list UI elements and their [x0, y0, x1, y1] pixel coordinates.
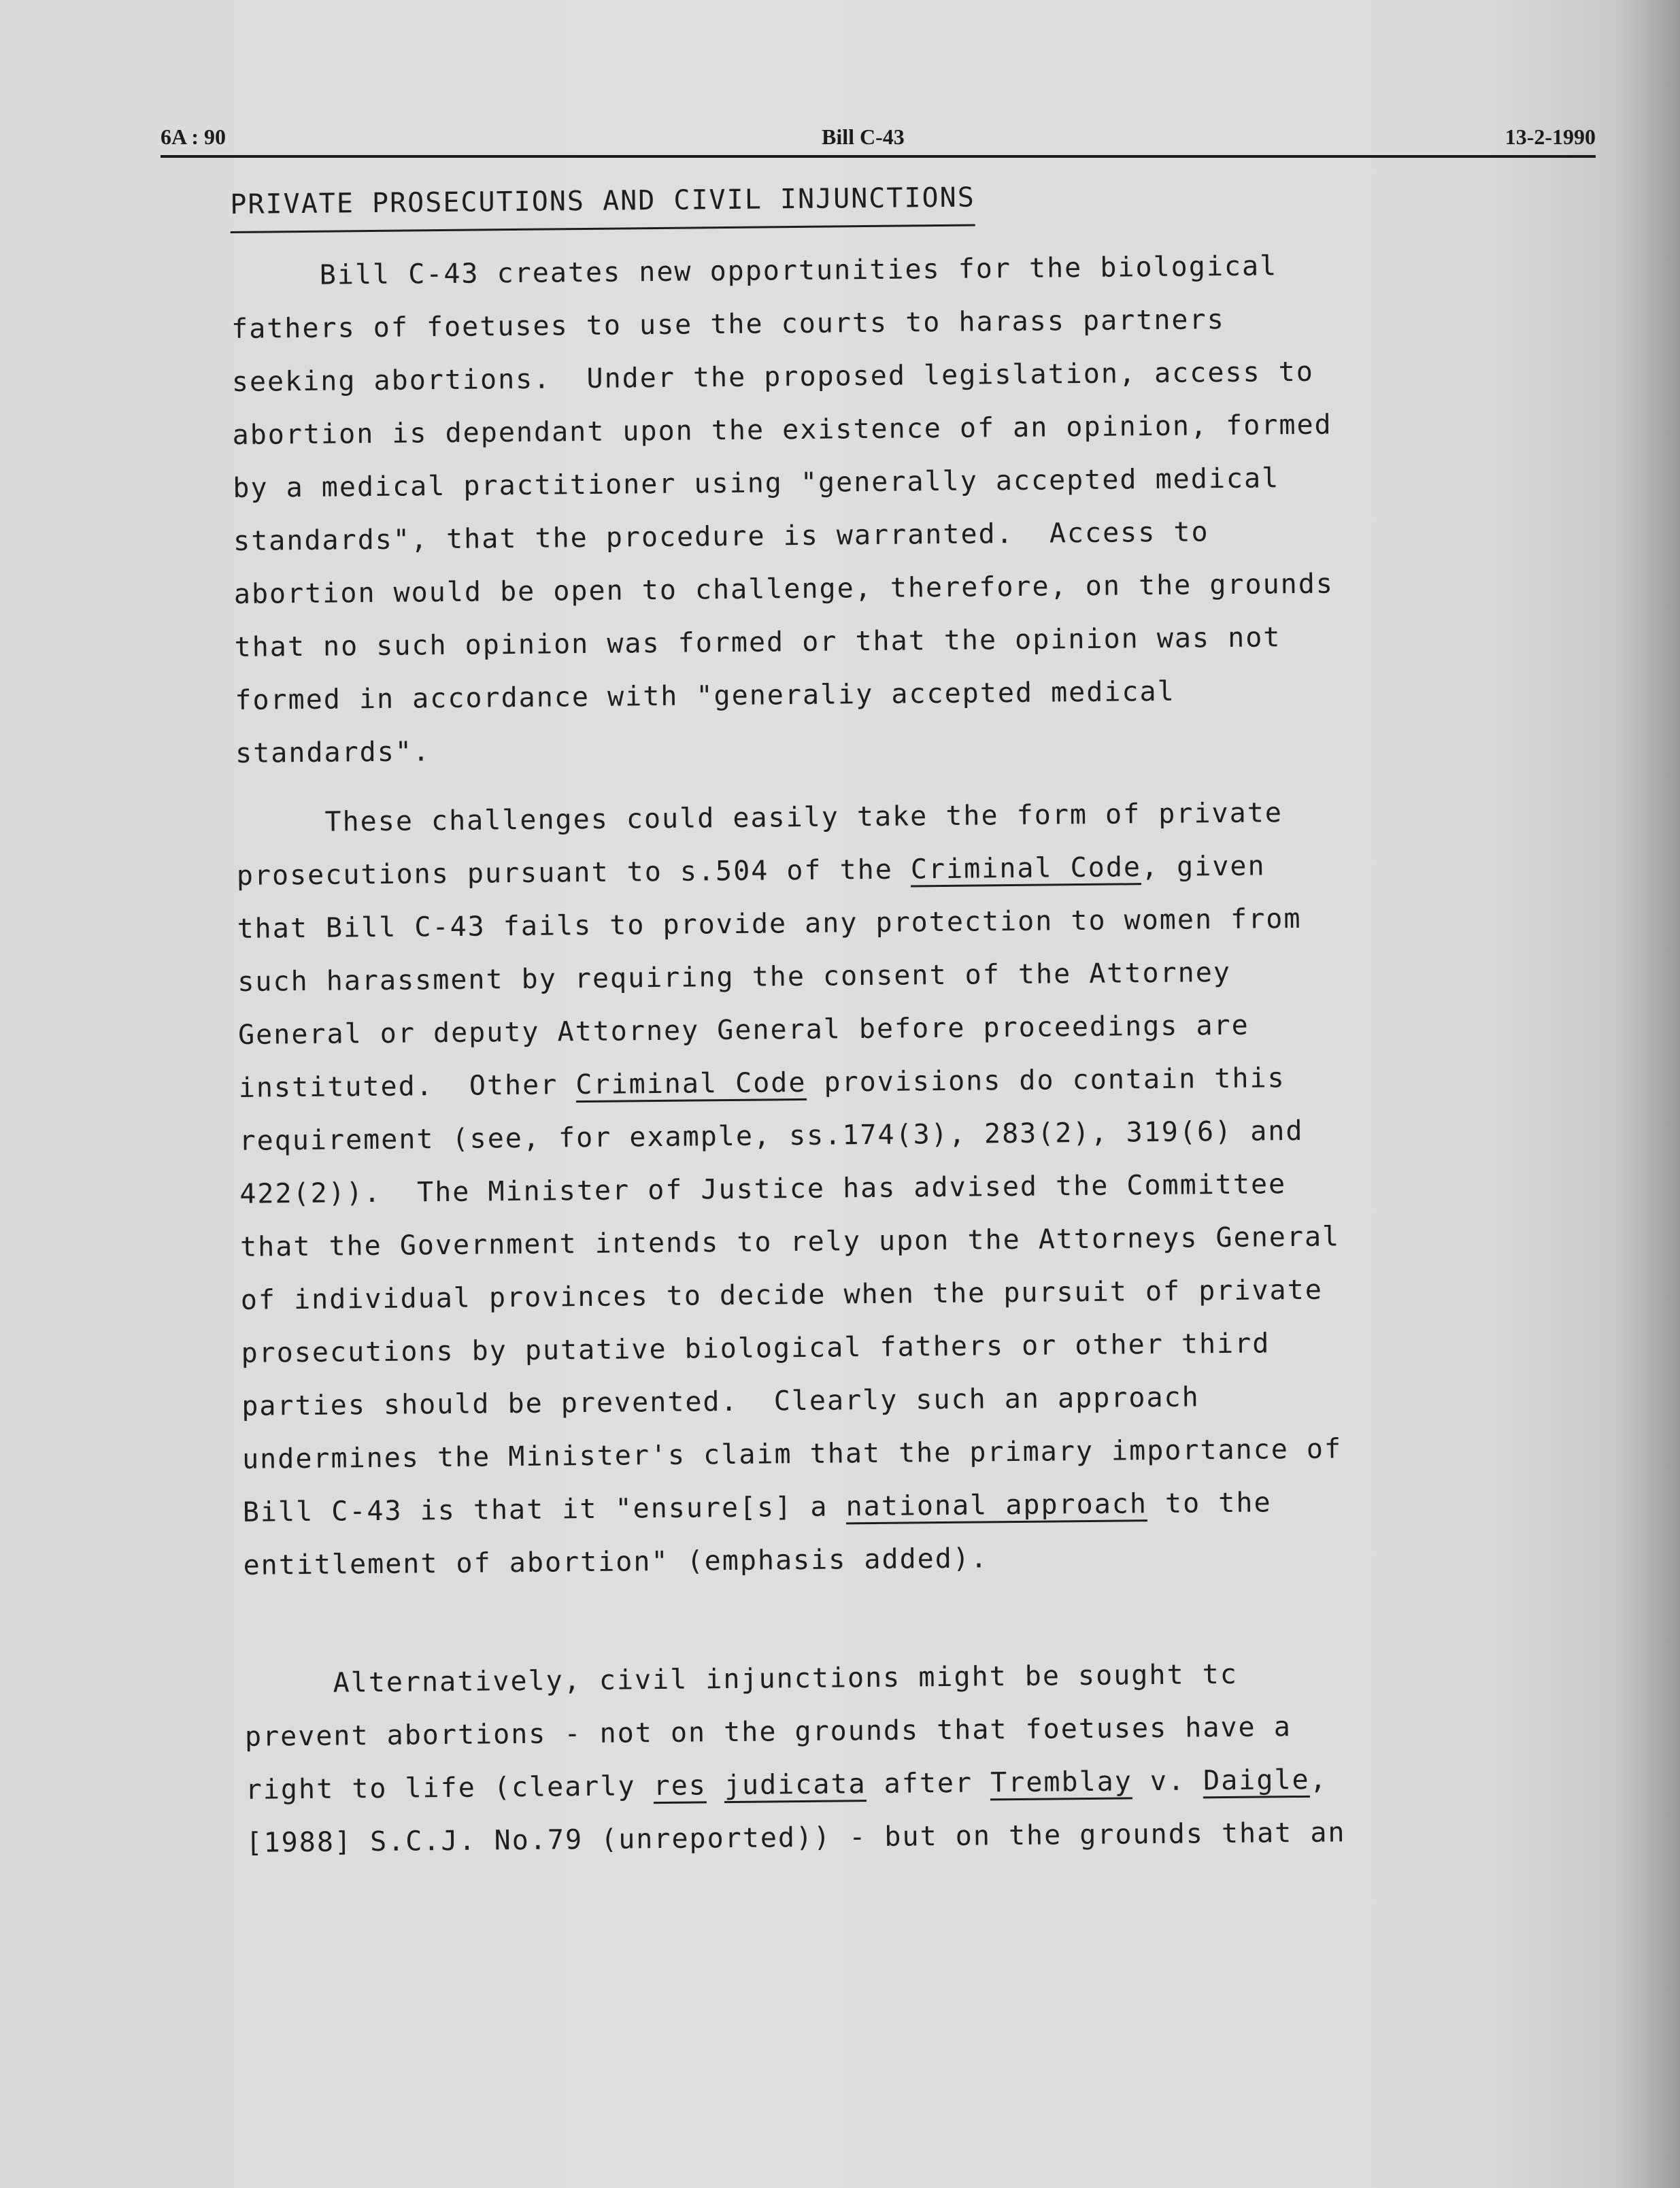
underlined-citation: Criminal Code: [575, 1067, 807, 1103]
text-line: standards".: [235, 736, 431, 769]
paragraph-3: [244, 1645, 1593, 1870]
text-line: of individual provinces to decide when the pursuit of private: [240, 1274, 1324, 1316]
text-span: v.: [1132, 1765, 1204, 1798]
underlined-emphasis: national approach: [845, 1488, 1147, 1524]
text-span: , given: [1141, 850, 1266, 883]
page-edge-shadow: [1619, 0, 1680, 2188]
paragraph-1: [231, 237, 1582, 780]
text-span: right to life (clearly: [245, 1770, 654, 1806]
text-span: Bill C-43 is that it "ensure[s] a: [242, 1491, 846, 1528]
text-line: standards", that the procedure is warranted. Access to: [233, 516, 1209, 557]
spacer: [243, 1579, 1591, 1657]
text-line: General or deputy Attorney General before proceedings are: [237, 1009, 1249, 1051]
underlined-case-party: Tremblay: [990, 1766, 1132, 1800]
text-line: [1988] S.C.J. No.79 (unreported)) - but on the grounds that an: [246, 1817, 1346, 1859]
header-date: 13-2-1990: [1505, 124, 1596, 149]
underlined-case-party: Daigle: [1203, 1764, 1310, 1799]
text-span: [707, 1770, 725, 1801]
text-span: instituted. Other: [238, 1069, 576, 1104]
text-line: prevent abortions - not on the grounds that foetuses have a: [244, 1711, 1292, 1753]
text-span: provisions do contain this: [806, 1062, 1286, 1098]
page-number: 6A : 90: [161, 124, 226, 149]
text-line: formed in accordance with "generaliy accepted medical: [235, 675, 1175, 716]
underlined-latin-term: judicata: [724, 1768, 867, 1803]
text-line: fathers of foetuses to use the courts to harass partners: [231, 303, 1225, 345]
underlined-citation: Criminal Code: [911, 852, 1142, 887]
text-line: such harassment by requiring the consent of the Attorney: [237, 956, 1232, 998]
text-span: ,: [1309, 1764, 1328, 1796]
text-line: undermines the Minister's claim that the primary importance of: [241, 1433, 1343, 1475]
section-heading: PRIVATE PROSECUTIONS AND CIVIL INJUNCTIONS: [230, 171, 975, 233]
text-line: Bill C-43 creates new opportunities for the biological: [231, 250, 1278, 292]
text-line: requirement (see, for example, ss.174(3), 283(2), 319(6) and: [239, 1115, 1304, 1157]
text-line: abortion would be open to challenge, therefore, on the grounds: [233, 568, 1334, 610]
text-line: These challenges could easily take the form of private: [235, 797, 1283, 839]
text-line: entitlement of abortion" (emphasis added).: [243, 1543, 989, 1581]
text-line: that no such opinion was formed or that the opinion was not: [234, 622, 1281, 663]
text-line: parties should be prevented. Clearly such an approach: [241, 1381, 1200, 1422]
text-line: that Bill C-43 fails to provide any protection to women from: [237, 903, 1302, 945]
bill-title: Bill C-43: [822, 124, 905, 149]
underlined-latin-term: res: [653, 1770, 707, 1804]
page-header: [161, 114, 1596, 158]
text-line: Alternatively, civil injunctions might be sought tc: [244, 1658, 1238, 1700]
text-line: seeking abortions. Under the proposed legislation, access to: [231, 356, 1315, 398]
text-line: by a medical practitioner using "generally accepted medical: [233, 462, 1280, 504]
text-line: prosecutions by putative biological fathers or other third: [241, 1328, 1271, 1369]
text-line: abortion is dependant upon the existence of an opinion, formed: [232, 409, 1332, 451]
text-span: prosecutions pursuant to s.504 of the: [236, 854, 911, 892]
text-span: to the: [1147, 1487, 1272, 1520]
text-line: 422(2)). The Minister of Justice has advised the Committee: [239, 1168, 1287, 1210]
document-body: [230, 165, 1593, 1870]
text-span: after: [866, 1767, 991, 1800]
text-line: that the Government intends to rely upon the Attorneys General: [239, 1221, 1341, 1263]
paragraph-2: [236, 784, 1590, 1592]
